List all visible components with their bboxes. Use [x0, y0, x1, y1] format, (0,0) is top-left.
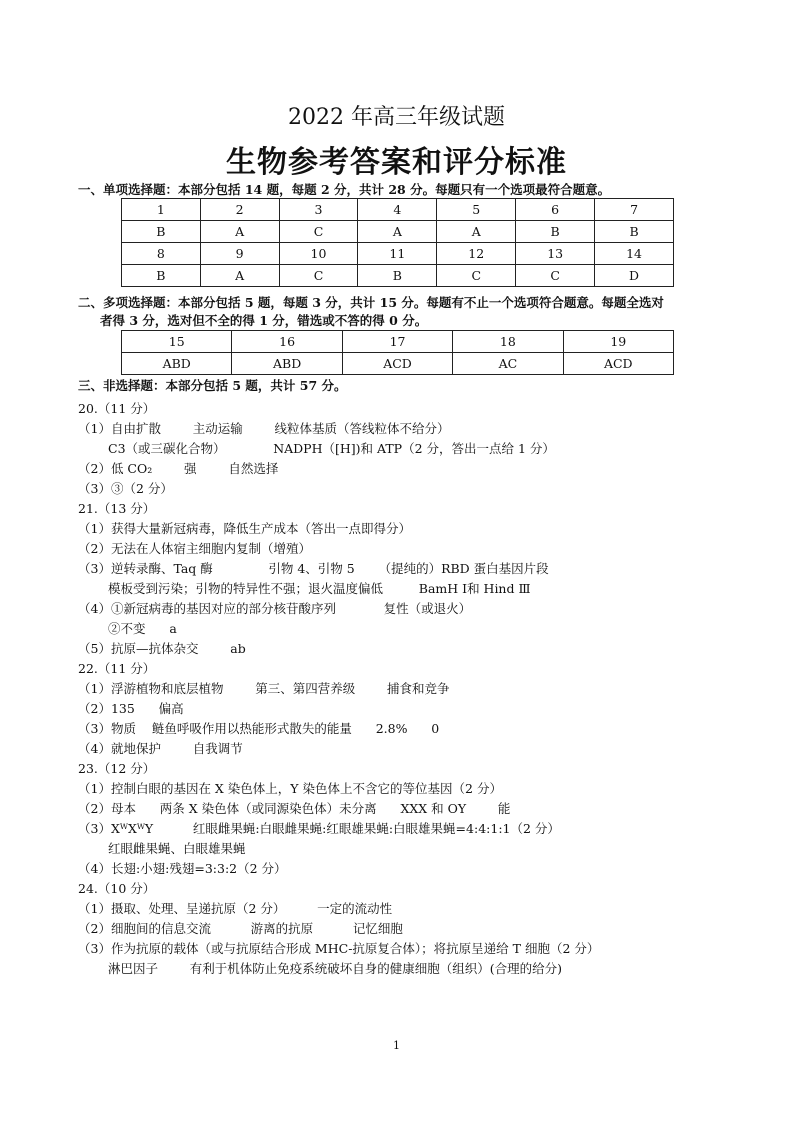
question-number: 21.（13 分）	[78, 501, 156, 516]
table-row	[122, 199, 674, 221]
document-title: 生物参考答案和评分标准	[226, 145, 567, 180]
answer-line: （1）摄取、处理、呈递抗原（2 分） 一定的流动性	[78, 901, 393, 916]
answer-line: （2）细胞间的信息交流 游离的抗原 记忆细胞	[78, 921, 403, 936]
section2-heading: 二、多项选择题：本部分包括 5 题，每题 3 分，共计 15 分。每题有不止一个选项符合题意。每题全选对	[78, 295, 664, 310]
answer-line: （3）物质 鲢鱼呼吸作用以热能形式散失的能量 2.8% 0	[78, 721, 440, 736]
table-cell: 19	[563, 331, 673, 353]
table-cell: 6	[516, 199, 595, 221]
table-cell: ABD	[122, 353, 232, 375]
answer-line: C3（或三碳化合物） NADPH（[H])和 ATP（2 分，答出一点给 1 分）	[108, 441, 555, 456]
table-cell: 16	[232, 331, 342, 353]
table-row	[122, 353, 674, 375]
table-cell: 12	[437, 243, 516, 265]
table-cell: 9	[200, 243, 279, 265]
page-number: 1	[393, 1039, 400, 1052]
multi-choice-answer-table	[121, 330, 674, 375]
table-cell: 17	[342, 331, 452, 353]
exam-title: 2022 年高三年级试题	[288, 105, 505, 130]
table-cell: 3	[279, 199, 358, 221]
question-number: 20.（11 分）	[78, 401, 156, 416]
answer-line: （1）获得大量新冠病毒，降低生产成本（答出一点即得分）	[78, 521, 411, 536]
table-cell: B	[122, 265, 201, 287]
table-cell: 7	[595, 199, 674, 221]
table-cell: C	[279, 265, 358, 287]
table-cell: 13	[516, 243, 595, 265]
answer-line: （1）浮游植物和底层植物 第三、第四营养级 捕食和竞争	[78, 681, 450, 696]
answer-line: ②不变 a	[108, 621, 177, 636]
answer-line: （3）③（2 分）	[78, 481, 173, 496]
table-cell: 8	[122, 243, 201, 265]
answer-line: （2）135 偏高	[78, 701, 184, 716]
table-cell: C	[516, 265, 595, 287]
table-cell: C	[279, 221, 358, 243]
answer-line: 模板受到污染；引物的特异性不强；退火温度偏低 BamH Ⅰ和 Hind Ⅲ	[108, 581, 531, 596]
table-cell: D	[595, 265, 674, 287]
table-cell: B	[358, 265, 437, 287]
section3-heading: 三、非选择题：本部分包括 5 题，共计 57 分。	[78, 378, 347, 393]
answer-line: （2）低 CO₂ 强 自然选择	[78, 461, 279, 476]
table-row	[122, 221, 674, 243]
question-number: 22.（11 分）	[78, 661, 156, 676]
answer-line: （5）抗原—抗体杂交 ab	[78, 641, 246, 656]
table-cell: ACD	[342, 353, 452, 375]
table-cell: B	[595, 221, 674, 243]
question-number: 23.（12 分）	[78, 761, 156, 776]
table-cell: B	[122, 221, 201, 243]
table-cell: 1	[122, 199, 201, 221]
table-cell: 14	[595, 243, 674, 265]
answer-line: （2）无法在人体宿主细胞内复制（增殖）	[78, 541, 311, 556]
table-cell: A	[200, 265, 279, 287]
table-row	[122, 265, 674, 287]
table-row	[122, 243, 674, 265]
table-cell: 2	[200, 199, 279, 221]
table-cell: A	[437, 221, 516, 243]
answer-line: 红眼雌果蝇、白眼雄果蝇	[108, 841, 246, 856]
answer-line: （4）①新冠病毒的基因对应的部分核苷酸序列 复性（或退火）	[78, 601, 472, 616]
section2-heading-continued: 者得 3 分，选对但不全的得 1 分，错选或不答的得 0 分。	[100, 313, 428, 328]
answer-line: （2）母本 两条 X 染色体（或同源染色体）未分离 XXX 和 OY 能	[78, 801, 511, 816]
answer-line: （3）作为抗原的载体（或与抗原结合形成 MHC-抗原复合体）；将抗原呈递给 T 细胞（2 分）	[78, 941, 600, 956]
table-cell: 10	[279, 243, 358, 265]
table-cell: AC	[453, 353, 563, 375]
table-cell: A	[200, 221, 279, 243]
table-cell: ACD	[563, 353, 673, 375]
table-cell: 11	[358, 243, 437, 265]
table-row	[122, 331, 674, 353]
answer-line: 淋巴因子 有利于机体防止免疫系统破坏自身的健康细胞（组织）(合理的给分)	[108, 961, 563, 976]
table-cell: C	[437, 265, 516, 287]
table-cell: 5	[437, 199, 516, 221]
single-choice-answer-table	[121, 198, 674, 287]
answer-line: （3）XᵂXᵂY 红眼雌果蝇:白眼雌果蝇:红眼雄果蝇:白眼雄果蝇=4:4:1:1（2 分）	[78, 821, 560, 836]
answer-line: （1）控制白眼的基因在 X 染色体上，Y 染色体上不含它的等位基因（2 分）	[78, 781, 502, 796]
table-cell: A	[358, 221, 437, 243]
table-cell: ABD	[232, 353, 342, 375]
table-cell: B	[516, 221, 595, 243]
question-number: 24.（10 分）	[78, 881, 156, 896]
answer-line: （3）逆转录酶、Taq 酶 引物 4、引物 5 （提纯的）RBD 蛋白基因片段	[78, 561, 549, 576]
table-cell: 4	[358, 199, 437, 221]
section1-heading: 一、单项选择题：本部分包括 14 题，每题 2 分，共计 28 分。每题只有一个选项最符合题意。	[78, 182, 611, 197]
answer-line: （4）长翅:小翅:残翅=3:3:2（2 分）	[78, 861, 287, 876]
answer-line: （4）就地保护 自我调节	[78, 741, 243, 756]
table-cell: 15	[122, 331, 232, 353]
table-cell: 18	[453, 331, 563, 353]
answer-line: （1）自由扩散 主动运输 线粒体基质（答线粒体不给分）	[78, 421, 450, 436]
